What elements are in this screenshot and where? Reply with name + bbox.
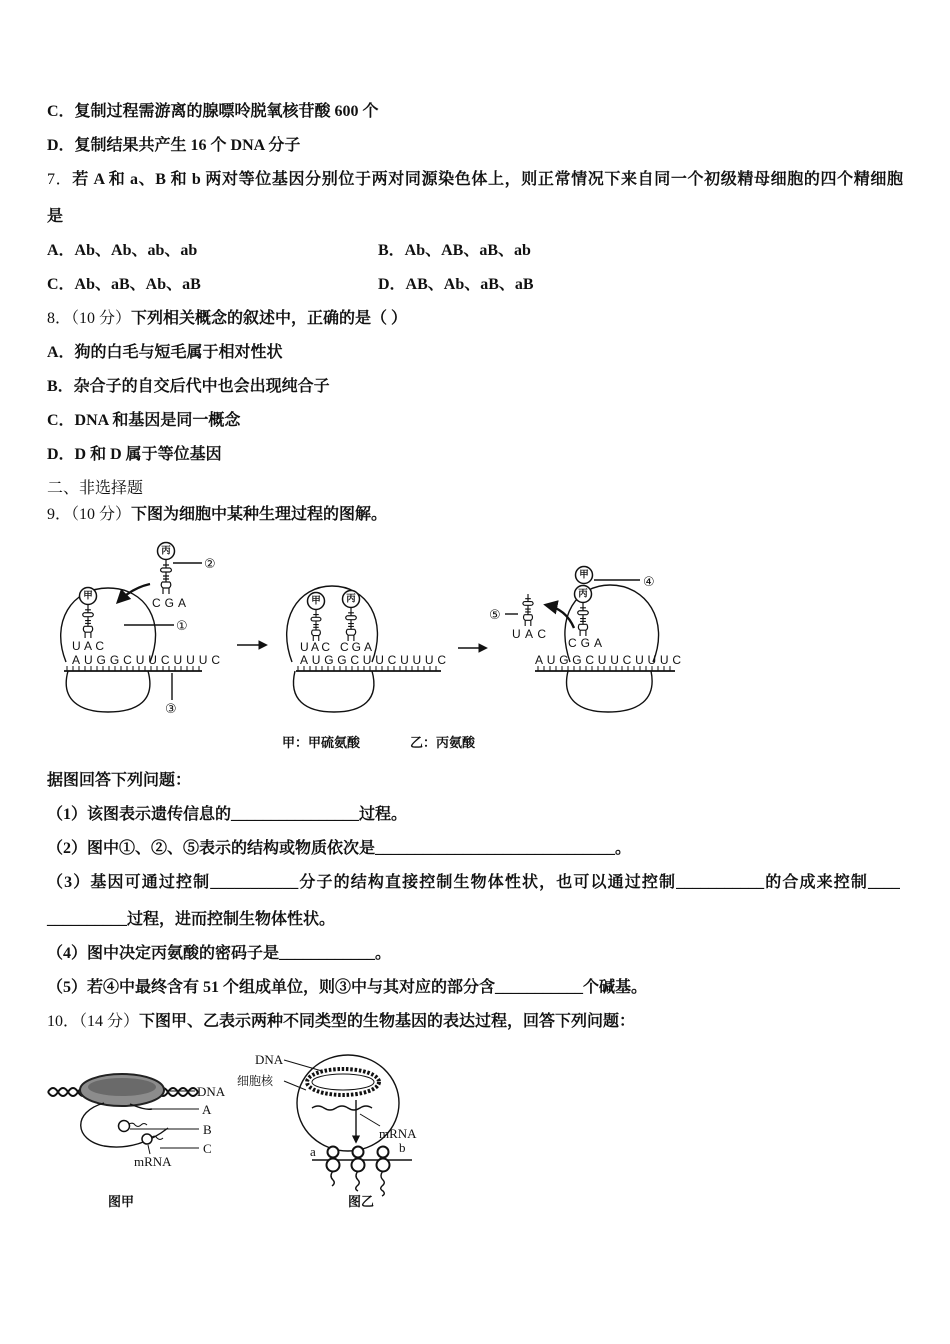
peptide-chain xyxy=(356,1171,360,1191)
label-line-mrna xyxy=(360,1114,380,1126)
q8-option-a: A．狗的白毛与短毛属于相对性状 xyxy=(47,344,283,361)
q6-option-d: D．复制结果共产生 16 个 DNA 分子 xyxy=(47,137,301,154)
q9-intro: 据图回答下列问题： xyxy=(47,772,192,789)
anticodon-uac: UAC xyxy=(300,640,330,654)
figure-a xyxy=(48,1074,226,1210)
label-dna: DNA xyxy=(255,1052,284,1067)
dna-coil-inner xyxy=(312,1074,374,1090)
ribosome-small xyxy=(353,1147,364,1158)
q10-stem-text: 下图甲、乙表示两种不同类型的生物基因的表达过程，回答下列问题： xyxy=(139,1013,636,1030)
q8-option-b: B．杂合子的自交后代中也会出现纯合子 xyxy=(47,378,330,395)
ribosome-small xyxy=(378,1147,389,1158)
q7-stem-line2: 是 xyxy=(47,208,64,225)
ribosome xyxy=(142,1134,152,1144)
amino-acid-label: 丙 xyxy=(161,545,171,557)
anticodon-uac: UAC xyxy=(72,639,104,653)
ribosome-large xyxy=(327,1159,340,1172)
section-title: 二、非选择题 xyxy=(47,480,144,497)
ribosome-small-subunit xyxy=(66,671,150,712)
legend-yi: 乙：丙氨酸 xyxy=(410,736,476,751)
q6-option-c: C．复制过程需游离的腺嘌呤脱氧核苷酸 600 个 xyxy=(47,103,379,120)
trna-icon xyxy=(311,610,321,641)
q7-option-b: B．Ab、AB、aB、ab xyxy=(378,242,531,259)
translation-panel-2 xyxy=(287,586,447,712)
trna-icon xyxy=(578,603,589,636)
ribosome-large xyxy=(377,1159,390,1172)
translation-panel-3 xyxy=(489,567,681,713)
q7-stem-line1 xyxy=(47,170,903,190)
anticodon-cga: CGA xyxy=(568,636,602,650)
q8-stem xyxy=(47,309,407,329)
label-end-a: a xyxy=(310,1144,316,1159)
q8-stem-text: 下列相关概念的叙述中，正确的是（ ） xyxy=(131,310,408,327)
label-line-mrna xyxy=(148,1145,150,1154)
q9-sub-5: （5）若④中最终含有 51 个组成单位，则③中与其对应的部分含___________个碱基。 xyxy=(47,979,648,996)
label-c: C xyxy=(203,1141,212,1156)
nuclear-mrna xyxy=(312,1106,372,1110)
ribosome xyxy=(327,1147,340,1187)
amino-acid-label: 甲 xyxy=(579,569,589,581)
amino-acid-bing-circle xyxy=(158,543,175,560)
anticodon-uac: UAC xyxy=(512,627,546,641)
marker-3: ③ xyxy=(165,702,177,717)
q8-score: （10 分） xyxy=(71,310,132,327)
trna-icon xyxy=(346,608,357,641)
q9-sub-3-line1: （3）基因可通过控制___________分子的结构直接控制生物体性状，也可以通过控制___________的合成来控制____ xyxy=(47,874,900,891)
q9-stem-text: 下图为细胞中某种生理过程的图解。 xyxy=(131,506,388,523)
q9-sub-1: （1）该图表示遗传信息的________________过程。 xyxy=(47,806,408,823)
mrna-sequence: AUGGCUUCUUUC xyxy=(72,653,220,667)
mrna-sequence: AUGGCUUCUUUC xyxy=(535,653,681,667)
caption-figure-a: 图甲 xyxy=(108,1195,135,1210)
label-mrna: mRNA xyxy=(134,1154,172,1169)
translation-diagram xyxy=(40,535,700,760)
ribosome-small-subunit xyxy=(567,671,653,712)
caption-figure-b: 图乙 xyxy=(348,1195,375,1210)
q8-option-d: D．D 和 D 属于等位基因 xyxy=(47,446,222,463)
rna-polymerase-shade xyxy=(88,1078,156,1096)
label-end-b: b xyxy=(399,1140,406,1155)
marker-4: ④ xyxy=(643,575,655,590)
label-nucleus: 细胞核 xyxy=(237,1074,274,1088)
label-dna: DNA xyxy=(197,1084,226,1099)
ribosome-small-subunit xyxy=(293,671,373,712)
q9-sub-3-line2: __________过程，进而控制生物体性状。 xyxy=(47,911,336,928)
amino-acid-jia-circle xyxy=(80,588,97,605)
q9-sub-4: （4）图中决定丙氨酸的密码子是____________。 xyxy=(47,945,392,962)
q9-sub-2: （2）图中①、②、⑤表示的结构或物质依次是______________________________。 xyxy=(47,840,632,857)
dna-coil xyxy=(307,1069,379,1095)
amino-acid-label: 甲 xyxy=(311,595,321,607)
q7-stem-text: 若 A 和 a、B 和 b 两对等位基因分别位于两对同源染色体上，则正常情况下来自同一个初级精母细胞的四个精细胞 xyxy=(72,171,903,188)
amino-acid-bing-circle xyxy=(343,591,360,608)
q10-stem xyxy=(47,1012,635,1032)
label-mrna: mRNA xyxy=(379,1126,417,1141)
polysome xyxy=(327,1147,390,1197)
gene-expression-diagram xyxy=(40,1045,440,1220)
q7-number: 7． xyxy=(47,171,73,188)
trna-icon xyxy=(161,560,172,594)
q10-number: 10． xyxy=(47,1013,80,1030)
ribosome-large xyxy=(352,1159,365,1172)
q7-option-d: D．AB、Ab、aB、aB xyxy=(378,276,534,293)
amino-acid-label: 丙 xyxy=(346,593,356,605)
anticodon-cga: CGA xyxy=(340,640,372,654)
peptide-chain xyxy=(331,1171,334,1186)
marker-1: ① xyxy=(176,619,188,634)
free-trna-icon xyxy=(523,594,533,626)
label-line-nucleus xyxy=(284,1081,306,1090)
ribosome xyxy=(352,1147,365,1192)
move-in-arrow xyxy=(118,584,150,602)
legend-jia: 甲：甲硫氨酸 xyxy=(282,736,361,751)
label-b: B xyxy=(203,1122,212,1137)
q7-option-c: C．Ab、aB、Ab、aB xyxy=(47,276,201,293)
ribosome-small xyxy=(328,1147,339,1158)
q9-score: （10 分） xyxy=(71,506,132,523)
peptide-chain xyxy=(575,567,593,603)
peptide-chain xyxy=(381,1171,385,1196)
q7-option-a: A．Ab、Ab、ab、ab xyxy=(47,242,198,259)
trna-icon xyxy=(83,605,94,638)
figure-b xyxy=(237,1052,417,1210)
ribosome xyxy=(119,1121,130,1132)
amino-acid-label: 甲 xyxy=(83,590,93,602)
amino-acid-label: 丙 xyxy=(578,588,588,600)
q9-stem xyxy=(47,505,387,525)
ribosome xyxy=(377,1147,390,1197)
mrna-sequence: AUGGCUUCUUUC xyxy=(300,653,446,667)
marker-5: ⑤ xyxy=(489,608,501,623)
anticodon-cga: CGA xyxy=(152,596,186,610)
translation-panel-1 xyxy=(61,543,221,718)
q8-option-c: C．DNA 和基因是同一概念 xyxy=(47,412,241,429)
q9-number: 9． xyxy=(47,506,72,523)
marker-2: ② xyxy=(204,557,216,572)
amino-acid-jia-circle xyxy=(308,593,325,610)
label-a: A xyxy=(202,1102,212,1117)
q10-score: （14 分） xyxy=(79,1013,140,1030)
q8-number: 8． xyxy=(47,310,72,327)
